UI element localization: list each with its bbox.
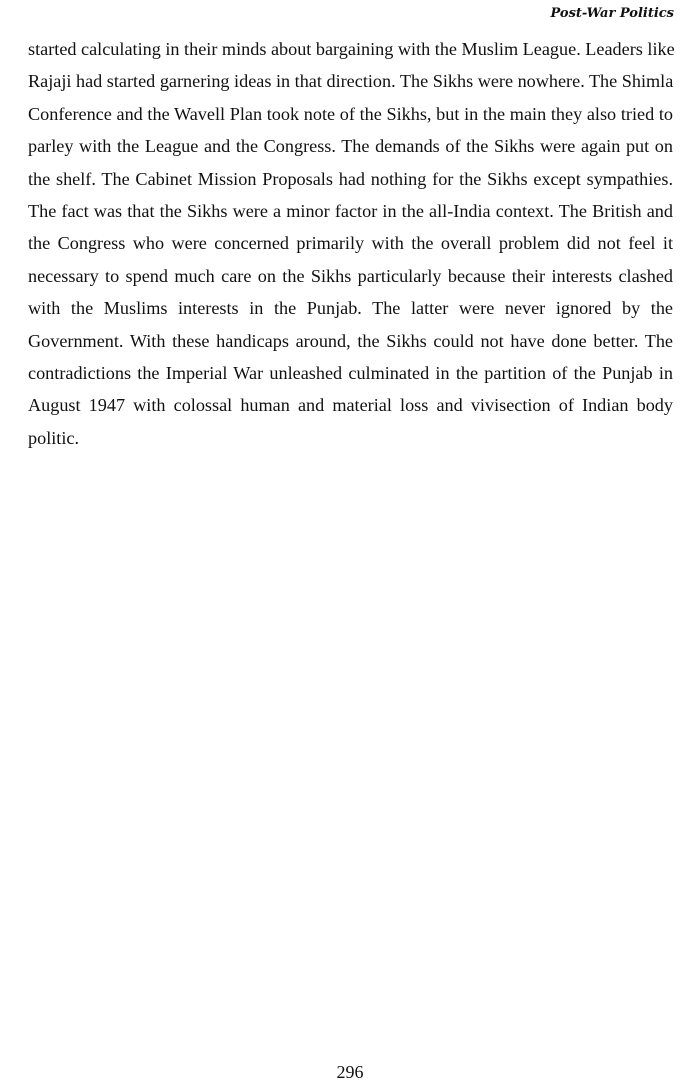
text-line: August 1947 with colossal human and material loss and vivisection of Indian body [28, 395, 673, 416]
text-line: the shelf. The Cabinet Mission Proposals had nothing for the Sikhs except sympathies. [28, 168, 673, 189]
text-line: parley with the League and the Congress. The demands of the Sikhs were again put on [28, 136, 673, 157]
text-line: with the Muslims interests in the Punjab. The latter were never ignored by the [28, 298, 673, 319]
text-line: The fact was that the Sikhs were a minor factor in the all-India context. The British and [28, 200, 673, 221]
text-line: Government. With these handicaps around, the Sikhs could not have done better. The [28, 330, 673, 351]
text-line: Rajaji had started garnering ideas in that direction. The Sikhs were nowhere. The Shimla [28, 71, 674, 92]
text-line: the Congress who were concerned primarily with the overall problem did not feel it [28, 233, 673, 254]
text-line: started calculating in their minds about bargaining with the Muslim League. Leaders like [28, 39, 675, 59]
text-line: politic. [28, 427, 80, 448]
text-line: Conference and the Wavell Plan took note of the Sikhs, but in the main they also tried to [28, 103, 673, 124]
text-line: necessary to spend much care on the Sikhs particularly because their interests clashed [28, 265, 673, 286]
text-line: contradictions the Imperial War unleashed culminated in the partition of the Punjab in [28, 362, 673, 383]
body-paragraph [28, 33, 673, 454]
page-number: 296 [336, 1062, 364, 1082]
running-header: Post-War Politics [550, 6, 674, 21]
